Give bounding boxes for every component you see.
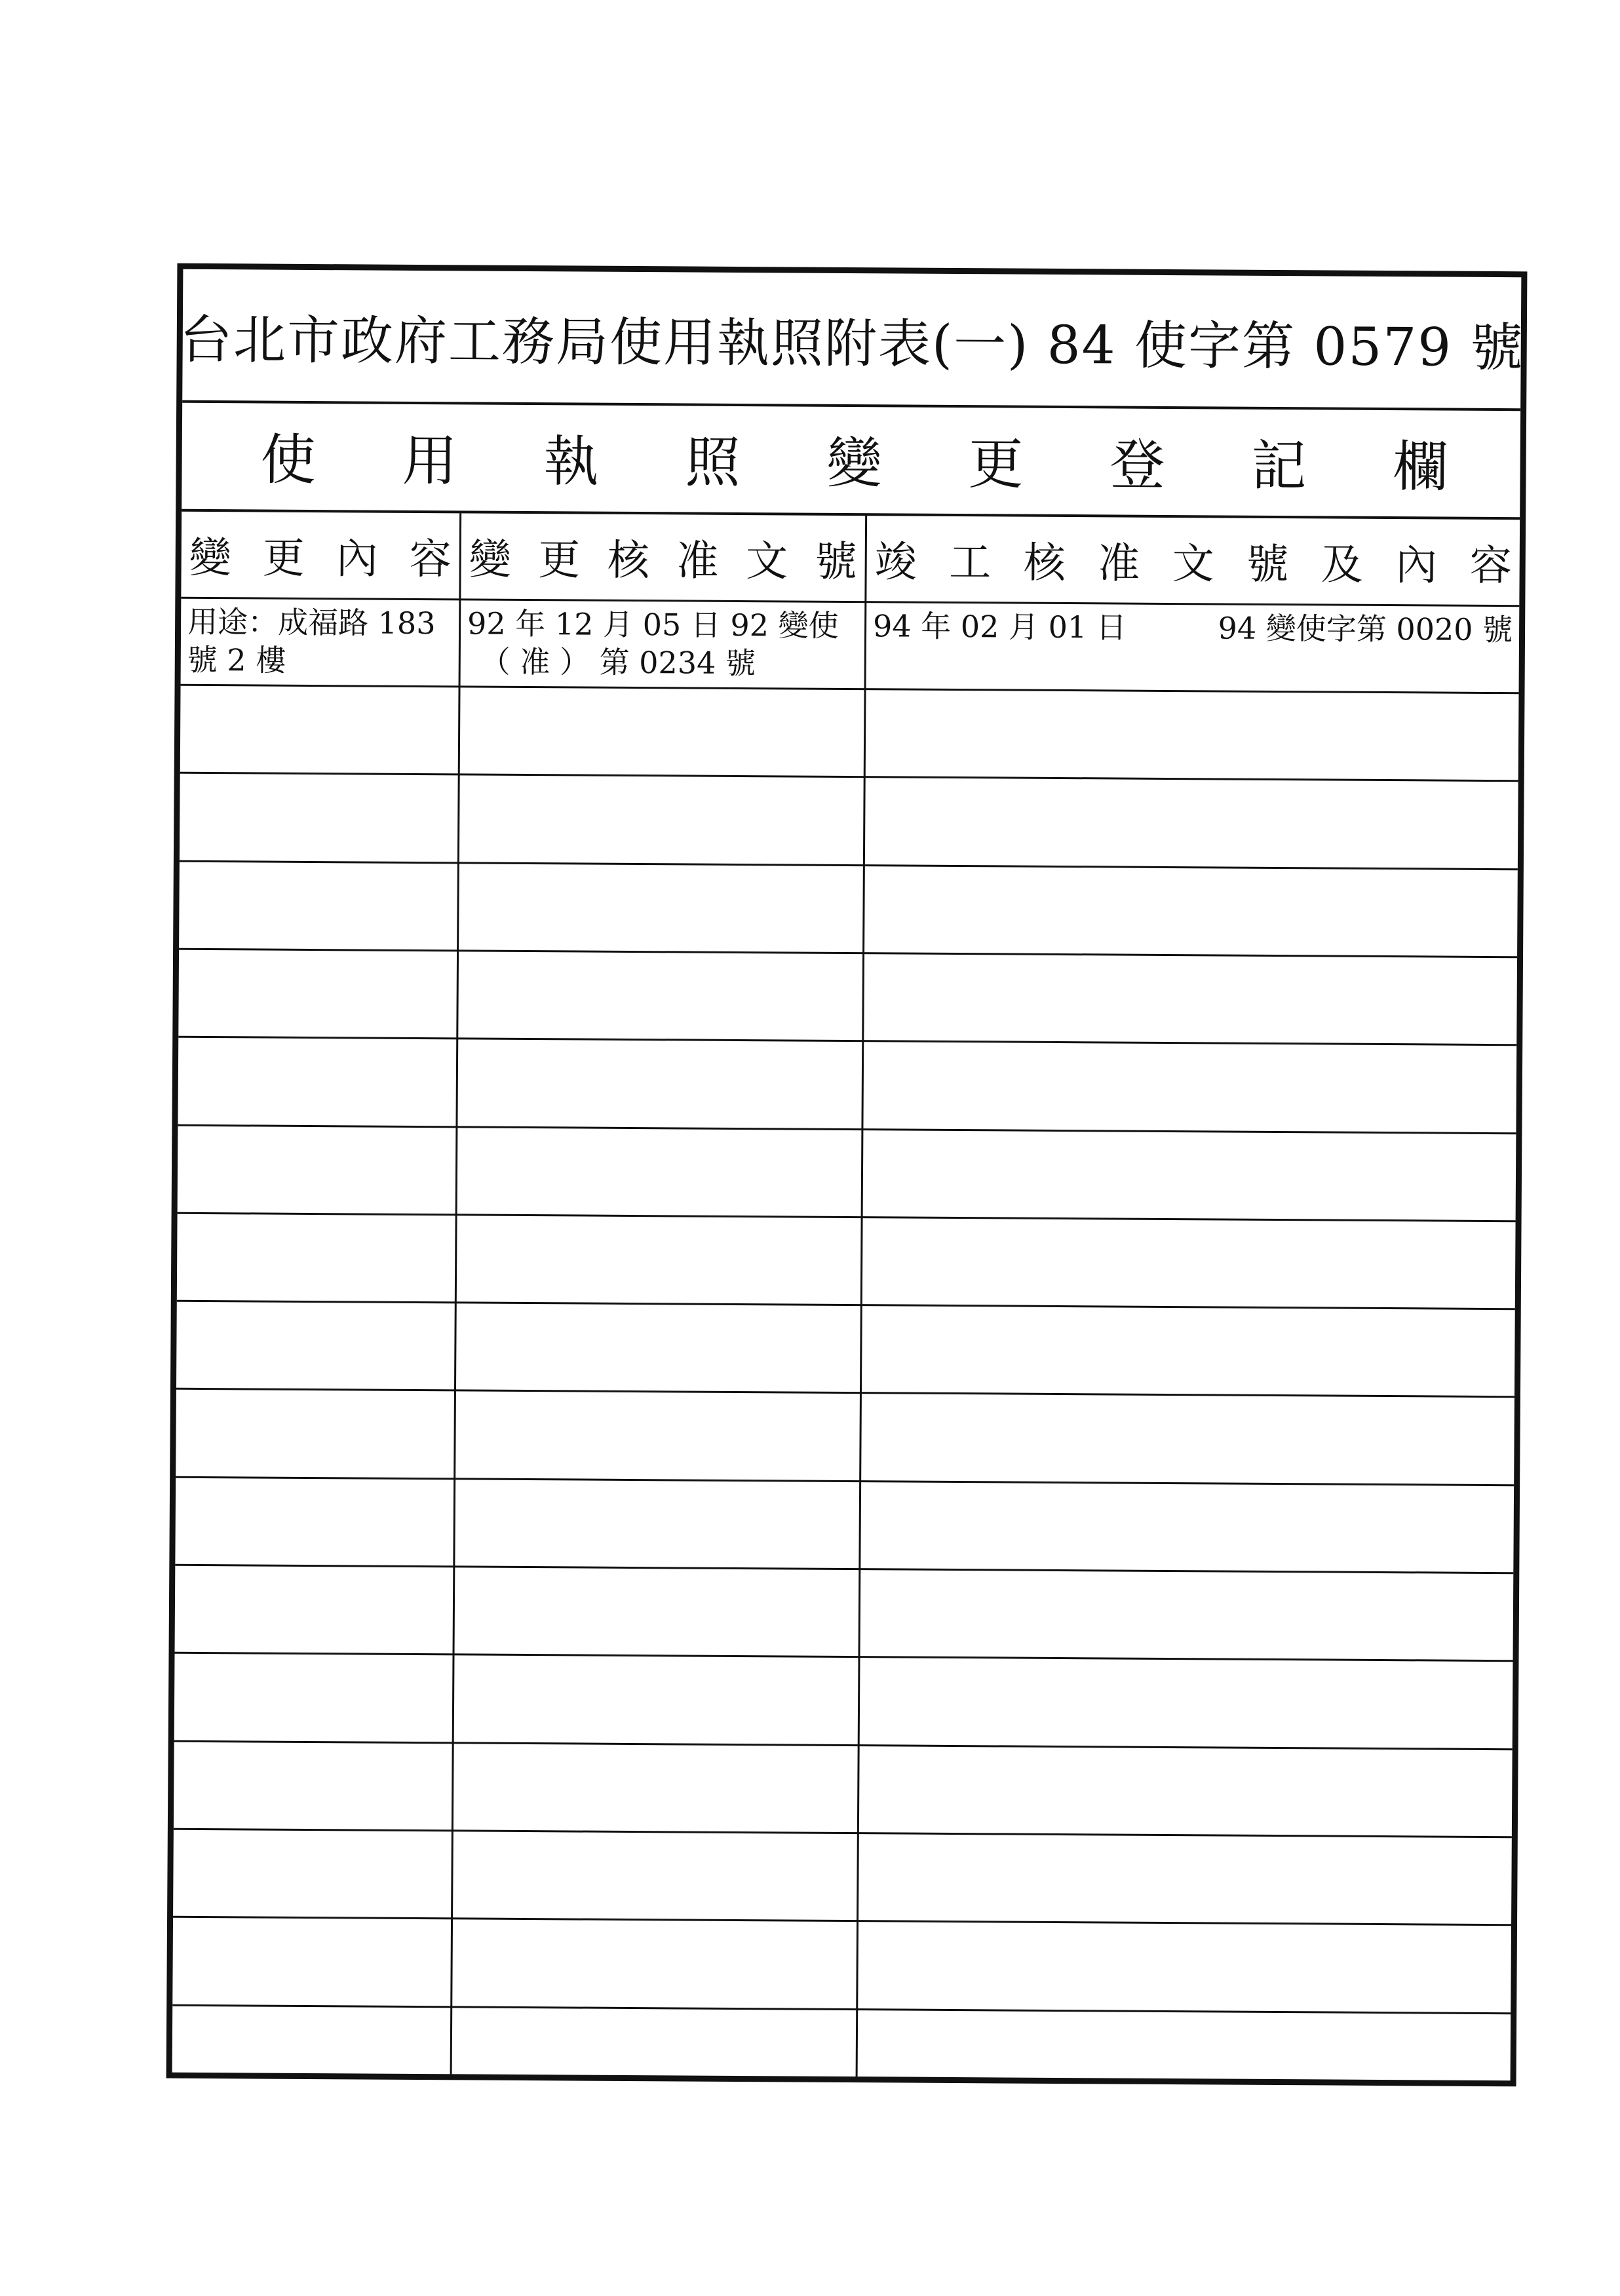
heading-char: 更 (968, 431, 1024, 497)
row-divider (176, 1476, 1514, 1486)
column-divider (450, 513, 462, 2074)
section-heading (182, 400, 1520, 520)
cell-line: 92 年 12 月 05 日 92 變使 (467, 605, 839, 643)
cell-line: 用途：成福路 183 (187, 603, 436, 641)
column-header-char: 竣 (874, 538, 917, 587)
column-header-change-content (181, 512, 459, 599)
heading-char: 記 (1251, 433, 1307, 498)
cell-completion-number: 94 變使字第 0020 號 (1218, 610, 1513, 648)
column-header-completion-approval (866, 516, 1520, 605)
heading-char: 執 (543, 429, 599, 494)
row-divider (174, 1740, 1513, 1750)
heading-char: 用 (402, 428, 457, 493)
column-header-char: 工 (948, 538, 992, 588)
row-divider (181, 684, 1519, 694)
column-header-char: 容 (1469, 541, 1512, 591)
column-header-char: 准 (1097, 539, 1140, 588)
change-record-table (172, 512, 1520, 2080)
row-divider (176, 1388, 1514, 1398)
row-divider (175, 1652, 1513, 1662)
column-divider (856, 516, 868, 2076)
column-header-char: 更 (262, 534, 305, 583)
heading-char: 使 (260, 427, 316, 492)
heading-char: 照 (685, 429, 741, 495)
cell-line: （ 准 ） 第 0234 號 (480, 643, 756, 681)
heading-char: 欄 (1393, 434, 1448, 499)
row-divider (178, 1212, 1516, 1222)
cell-completion-approval (866, 603, 1519, 649)
row-divider (180, 860, 1518, 870)
column-header-char: 文 (745, 537, 788, 586)
column-header-char: 容 (409, 535, 452, 584)
row-divider (172, 2004, 1511, 2014)
row-divider (180, 772, 1518, 782)
row-divider (178, 1036, 1516, 1046)
cell-completion-date: 94 年 02 月 01 日 (872, 608, 1127, 645)
column-header-char: 文 (1172, 540, 1214, 589)
column-header-char: 內 (1395, 541, 1438, 590)
column-header-char: 更 (538, 536, 581, 585)
row-divider (173, 1916, 1511, 1926)
column-header-change-approval-no (461, 513, 865, 601)
column-header-char: 核 (1023, 539, 1066, 588)
heading-char: 登 (1109, 432, 1165, 497)
column-header-char: 內 (336, 535, 378, 584)
column-header-char: 號 (1246, 540, 1289, 590)
column-header-char: 變 (469, 535, 511, 584)
row-divider (179, 948, 1517, 958)
cell-change-content (181, 599, 459, 681)
license-appendix-form (166, 263, 1528, 2087)
document-title: 台北市政府工務局使用執照附表(一) 84 使字第 0579 號 (182, 269, 1521, 411)
column-header-char: 准 (676, 537, 719, 586)
column-header-char: 變 (189, 533, 231, 583)
cell-change-approval-no (461, 600, 865, 683)
row-divider (177, 1300, 1515, 1310)
column-header-char: 及 (1321, 541, 1363, 590)
heading-char: 變 (826, 430, 882, 495)
row-divider (175, 1564, 1513, 1574)
row-divider (174, 1828, 1512, 1838)
column-header-char: 核 (607, 536, 650, 586)
row-divider (178, 1124, 1516, 1134)
column-header-char: 號 (815, 537, 857, 587)
cell-line: 號 2 樓 (187, 641, 286, 678)
